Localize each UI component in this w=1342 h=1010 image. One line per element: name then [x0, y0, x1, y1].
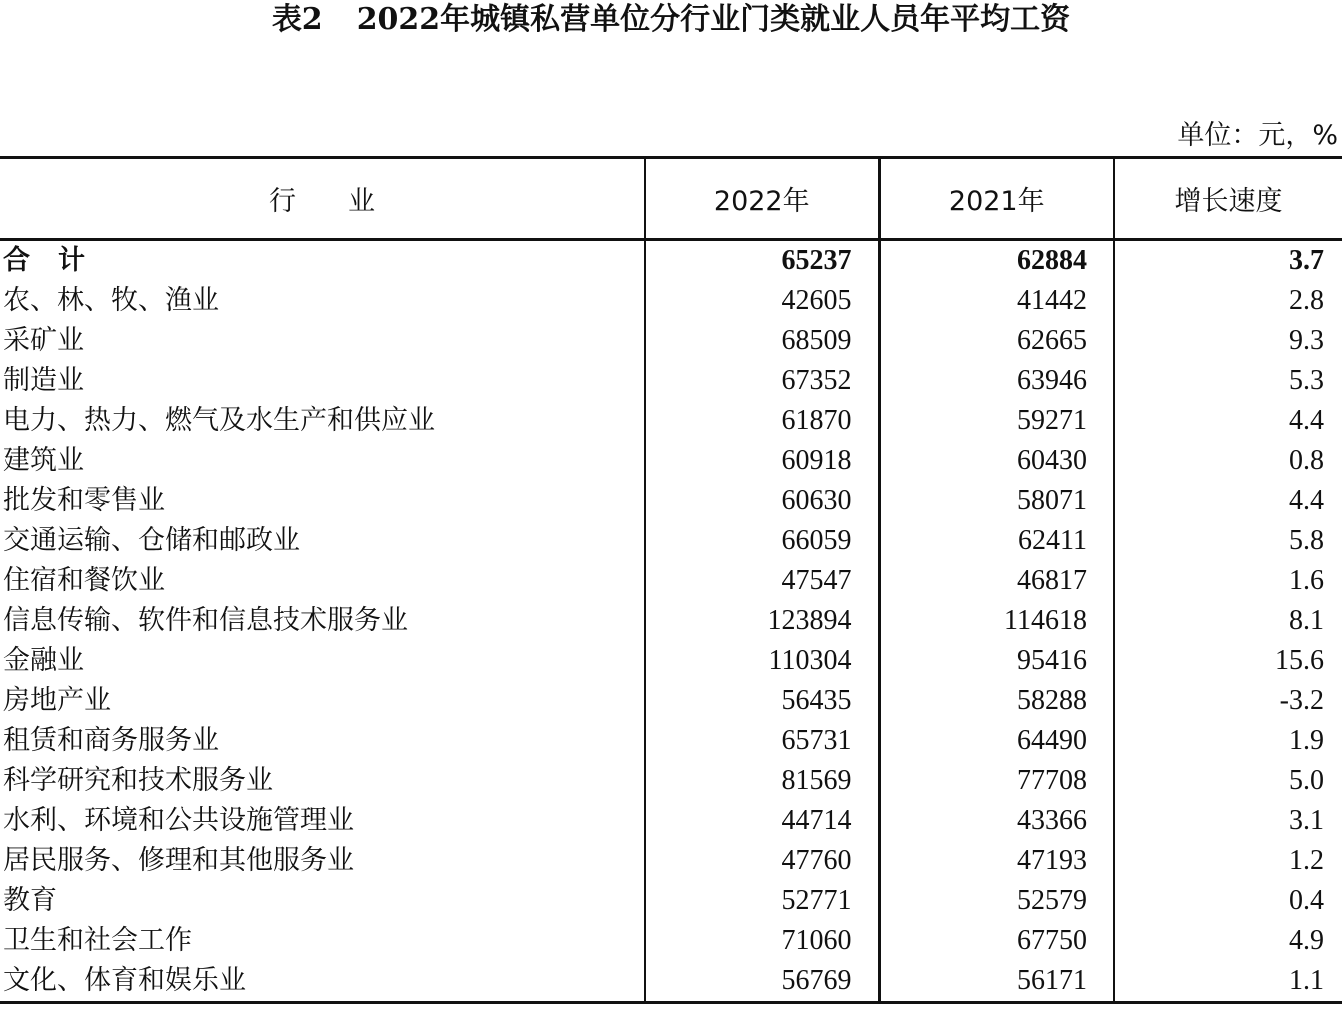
growth-rate-cell: 5.3: [1114, 361, 1342, 401]
wage-2021-cell: 52579: [879, 881, 1114, 921]
industry-cell: 农、林、牧、渔业: [3, 285, 219, 316]
wage-2021-cell: 58288: [879, 681, 1114, 721]
wage-2022-cell: 60630: [645, 481, 879, 521]
growth-rate-cell: 0.8: [1114, 441, 1342, 481]
wage-2022-cell: 68509: [645, 321, 879, 361]
growth-rate-cell: 4.9: [1114, 921, 1342, 961]
table-number: 表2: [271, 2, 323, 37]
wage-2022-cell: 44714: [645, 801, 879, 841]
table-row: [0, 401, 1342, 441]
wage-2022-cell: 71060: [645, 921, 879, 961]
wage-2021-cell: 41442: [879, 281, 1114, 321]
wage-table: [0, 156, 1342, 1004]
industry-cell: 卫生和社会工作: [3, 925, 192, 956]
growth-rate-cell: 9.3: [1114, 321, 1342, 361]
table-row: [0, 801, 1342, 841]
growth-rate-cell: 3.1: [1114, 801, 1342, 841]
table-row: [0, 961, 1342, 1003]
table-row: [0, 441, 1342, 481]
wage-2021-cell: 59271: [879, 401, 1114, 441]
total-row: [0, 240, 1342, 282]
industry-cell: 制造业: [3, 365, 84, 396]
industry-cell: 合计: [3, 245, 113, 276]
industry-cell: 采矿业: [3, 325, 84, 356]
wage-2022-cell: 67352: [645, 361, 879, 401]
growth-rate-cell: 3.7: [1114, 240, 1342, 282]
wage-2022-cell: 47547: [645, 561, 879, 601]
wage-2022-cell: 66059: [645, 521, 879, 561]
table-row: [0, 481, 1342, 521]
growth-rate-cell: 1.2: [1114, 841, 1342, 881]
growth-rate-cell: 1.6: [1114, 561, 1342, 601]
wage-2022-cell: 56769: [645, 961, 879, 1003]
table-title-text: 2022年城镇私营单位分行业门类就业人员年平均工资: [356, 2, 1071, 37]
growth-rate-cell: 1.1: [1114, 961, 1342, 1003]
growth-rate-cell: 5.0: [1114, 761, 1342, 801]
table-row: [0, 601, 1342, 641]
industry-cell: 电力、热力、燃气及水生产和供应业: [3, 405, 435, 436]
industry-cell: 科学研究和技术服务业: [3, 765, 273, 796]
table-title: [0, 0, 1342, 40]
wage-2022-cell: 52771: [645, 881, 879, 921]
table-row: [0, 361, 1342, 401]
table-body: [0, 240, 1342, 1003]
wage-2021-cell: 62411: [879, 521, 1114, 561]
growth-rate-cell: -3.2: [1114, 681, 1342, 721]
wage-2021-cell: 46817: [879, 561, 1114, 601]
industry-cell: 文化、体育和娱乐业: [0, 961, 645, 1003]
industry-cell: 租赁和商务服务业: [3, 725, 219, 756]
wage-2022-cell: 42605: [645, 281, 879, 321]
wage-2021-cell: 62665: [879, 321, 1114, 361]
industry-cell: 教育: [3, 885, 57, 916]
wage-2021-cell: 95416: [879, 641, 1114, 681]
wage-2021-cell: 60430: [879, 441, 1114, 481]
growth-rate-cell: 4.4: [1114, 481, 1342, 521]
table-row: [0, 681, 1342, 721]
wage-2021-cell: 64490: [879, 721, 1114, 761]
industry-cell: 交通运输、仓储和邮政业: [3, 525, 300, 556]
table-row: [0, 881, 1342, 921]
wage-2022-cell: 65237: [645, 240, 879, 282]
table-row: [0, 561, 1342, 601]
growth-rate-cell: 0.4: [1114, 881, 1342, 921]
header-2022: 2022年: [645, 158, 879, 240]
growth-rate-cell: 5.8: [1114, 521, 1342, 561]
table-row: [0, 721, 1342, 761]
wage-2022-cell: 81569: [645, 761, 879, 801]
wage-2022-cell: 47760: [645, 841, 879, 881]
wage-2022-cell: 56435: [645, 681, 879, 721]
header-row: [0, 158, 1342, 240]
growth-rate-cell: 15.6: [1114, 641, 1342, 681]
growth-rate-cell: 8.1: [1114, 601, 1342, 641]
table-row: [0, 281, 1342, 321]
wage-2022-cell: 60918: [645, 441, 879, 481]
wage-2022-cell: 123894: [645, 601, 879, 641]
growth-rate-cell: 1.9: [1114, 721, 1342, 761]
industry-cell: 房地产业: [3, 685, 111, 716]
table-row: [0, 761, 1342, 801]
table-row: [0, 521, 1342, 561]
wage-2022-cell: 61870: [645, 401, 879, 441]
growth-rate-cell: 4.4: [1114, 401, 1342, 441]
industry-cell: 金融业: [3, 645, 84, 676]
wage-2022-cell: 65731: [645, 721, 879, 761]
wage-2021-cell: 43366: [879, 801, 1114, 841]
header-2021: 2021年: [879, 158, 1114, 240]
wage-2021-cell: 67750: [879, 921, 1114, 961]
industry-cell: 信息传输、软件和信息技术服务业: [3, 605, 408, 636]
wage-2021-cell: 63946: [879, 361, 1114, 401]
wage-2021-cell: 62884: [879, 240, 1114, 282]
industry-cell: 居民服务、修理和其他服务业: [3, 845, 354, 876]
header-industry: 行业: [0, 158, 645, 240]
wage-2021-cell: 58071: [879, 481, 1114, 521]
industry-cell: 住宿和餐饮业: [3, 565, 165, 596]
table-row: [0, 641, 1342, 681]
table-row: [0, 841, 1342, 881]
industry-cell: 批发和零售业: [3, 485, 165, 516]
wage-2022-cell: 110304: [645, 641, 879, 681]
wage-2021-cell: 47193: [879, 841, 1114, 881]
industry-cell: 建筑业: [3, 445, 84, 476]
growth-rate-cell: 2.8: [1114, 281, 1342, 321]
wage-2021-cell: 77708: [879, 761, 1114, 801]
table-row: [0, 921, 1342, 961]
header-growth: 增长速度: [1114, 158, 1342, 240]
unit-note: 单位：元，%: [1177, 120, 1338, 151]
wage-2021-cell: 56171: [879, 961, 1114, 1003]
table-row: [0, 321, 1342, 361]
industry-cell: 水利、环境和公共设施管理业: [3, 805, 354, 836]
wage-2021-cell: 114618: [879, 601, 1114, 641]
